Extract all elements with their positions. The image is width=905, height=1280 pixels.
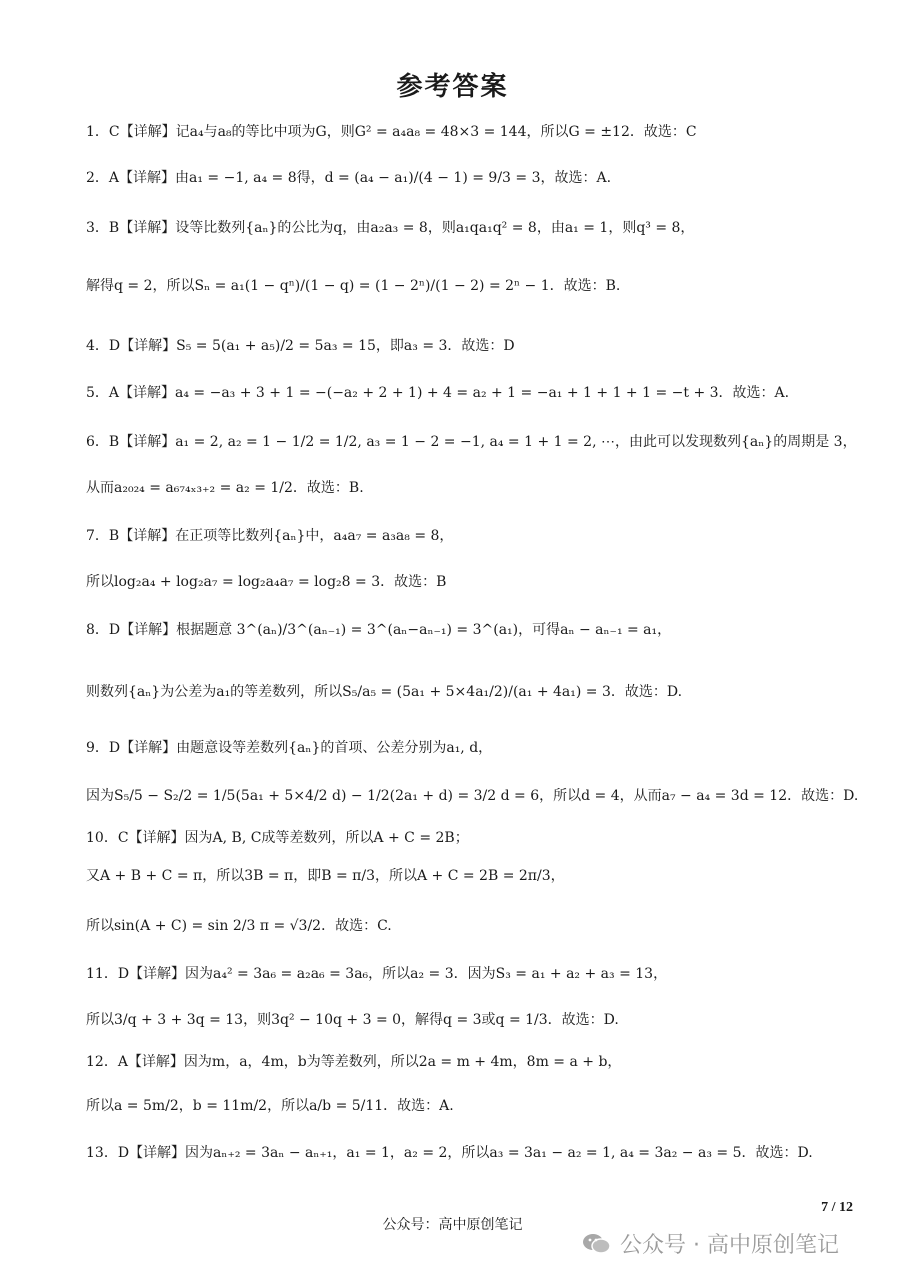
answer-11-line-1: 11．D【详解】因为a₄² = 3a₆ = a₂a₆ = 3a₆，所以a₂ = 3．因为S₃ = a₁ + a₂ + a₃ = 13， [86, 966, 668, 982]
answer-5-line-1: 5．A【详解】a₄ = −a₃ + 3 + 1 = −(−a₂ + 2 + 1) + 4 = a₂ + 1 = −a₁ + 1 + 1 + 1 = −t + 3．故选：A. [86, 385, 790, 401]
answer-6-line-2: 从而a₂₀₂₄ = a₆₇₄ₓ₃₊₂ = a₂ = 1/2．故选：B. [86, 480, 364, 496]
answer-13-line-1: 13．D【详解】因为aₙ₊₂ = 3aₙ − aₙ₊₁，a₁ = 1，a₂ = 2，所以a₃ = 3a₁ − a₂ = 1, a₄ = 3a₂ − a₃ = 5．故选：D. [86, 1145, 813, 1161]
answer-6-line-1: 6．B【详解】a₁ = 2, a₂ = 1 − 1/2 = 1/2, a₃ = 1 − 2 = −1, a₄ = 1 + 1 = 2, ⋯，由此可以发现数列{aₙ}的周期是 3， [86, 434, 857, 450]
watermark-text: 公众号 · 高中原创笔记 [620, 1233, 839, 1258]
watermark [582, 1228, 839, 1259]
answer-10-line-2: 又A + B + C = π，所以3B = π，即B = π/3，所以A + C = 2B = 2π/3， [86, 868, 565, 884]
page-number: 7 / 12 [821, 1200, 853, 1215]
answer-3-line-2: 解得q = 2，所以Sₙ = a₁(1 − qⁿ)/(1 − q) = (1 − 2ⁿ)/(1 − 2) = 2ⁿ − 1．故选：B. [86, 278, 621, 294]
answer-8-line-1: 8．D【详解】根据题意 3^(aₙ)/3^(aₙ₋₁) = 3^(aₙ−aₙ₋₁) = 3^(a₁)，可得aₙ − aₙ₋₁ = a₁， [86, 622, 672, 638]
wechat-icon [582, 1232, 612, 1256]
answer-2-line-1: 2．A【详解】由a₁ = −1, a₄ = 8得，d = (a₄ − a₁)/(4 − 1) = 9/3 = 3，故选：A. [86, 170, 612, 186]
footer-text: 公众号：高中原创笔记 [382, 1217, 523, 1233]
page-title: 参考答案 [396, 72, 509, 102]
answer-7-line-2: 所以log₂a₄ + log₂a₇ = log₂a₄a₇ = log₂8 = 3．故选：B [86, 574, 447, 590]
answer-3-line-1: 3．B【详解】设等比数列{aₙ}的公比为q，由a₂a₃ = 8，则a₁qa₁q² = 8，由a₁ = 1，则q³ = 8， [86, 220, 695, 236]
answer-11-line-2: 所以3/q + 3 + 3q = 13，则3q² − 10q + 3 = 0，解得q = 3或q = 1/3．故选：D. [86, 1012, 619, 1028]
answer-7-line-1: 7．B【详解】在正项等比数列{aₙ}中，a₄a₇ = a₃a₈ = 8， [86, 528, 454, 544]
answer-9-line-1: 9．D【详解】由题意设等差数列{aₙ}的首项、公差分别为a₁, d， [86, 740, 493, 756]
answer-12-line-2: 所以a = 5m/2，b = 11m/2，所以a/b = 5/11．故选：A. [86, 1098, 454, 1114]
answer-1-line-1: 1．C【详解】记a₄与a₈的等比中项为G，则G² = a₄a₈ = 48×3 = 144，所以G = ±12．故选：C [86, 124, 697, 140]
answer-4-line-1: 4．D【详解】S₅ = 5(a₁ + a₅)/2 = 5a₃ = 15，即a₃ = 3．故选：D [86, 338, 515, 354]
answer-10-line-3: 所以sin(A + C) = sin 2/3 π = √3/2．故选：C. [86, 918, 392, 934]
answer-12-line-1: 12．A【详解】因为m，a，4m，b为等差数列，所以2a = m + 4m，8m = a + b， [86, 1054, 622, 1070]
answer-8-line-2: 则数列{aₙ}为公差为a₁的等差数列，所以S₅/a₅ = (5a₁ + 5×4a₁/2)/(a₁ + 4a₁) = 3．故选：D. [86, 684, 683, 700]
answer-10-line-1: 10．C【详解】因为A, B, C成等差数列，所以A + C = 2B； [86, 830, 469, 846]
answer-9-line-2: 因为S₅/5 − S₂/2 = 1/5(5a₁ + 5×4/2 d) − 1/2(2a₁ + d) = 3/2 d = 6，所以d = 4，从而a₇ − a₄ = 3d = 12．故选：D. [86, 788, 859, 804]
